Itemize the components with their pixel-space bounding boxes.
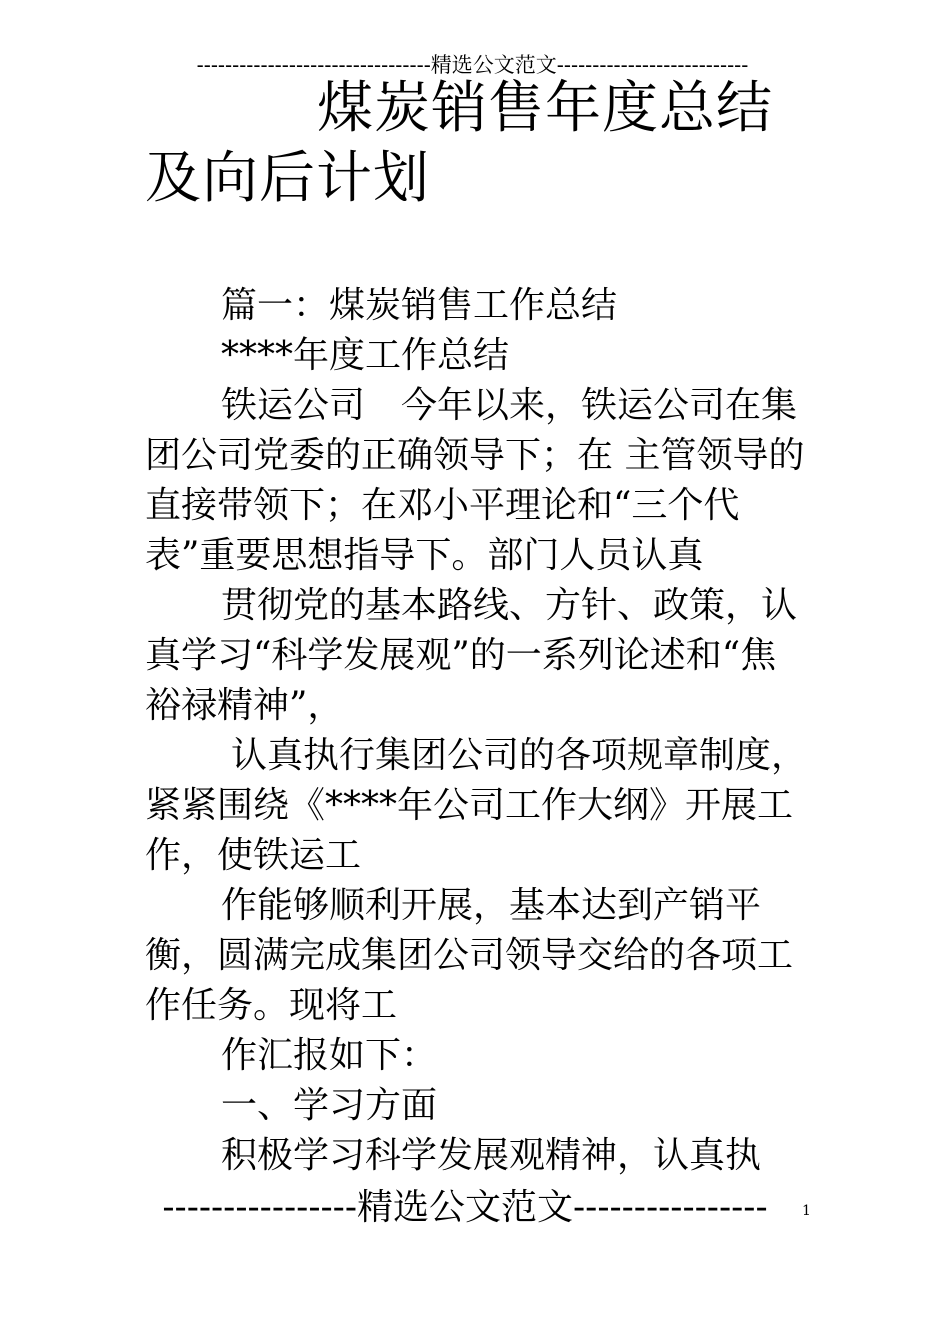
section-heading: 一、学习方面 — [221, 1085, 438, 1126]
page-number: 1 — [802, 1203, 811, 1219]
title-line-1: 煤炭销售年度总结 — [317, 76, 773, 141]
paragraph: 作汇报如下： — [221, 1035, 438, 1076]
page-footer: ----------------精选公文范文---------------- — [162, 1187, 768, 1228]
title-line-2: 及向后计划 — [145, 146, 430, 211]
section-heading: 篇一：煤炭销售工作总结 — [221, 285, 618, 326]
paragraph: 铁运公司 今年以来，铁运公司在集团公司党委的正确领导下；在 主管领导的直接带领下；在邓小平理论和“三个代表”重要思想指导下。部门人员认真 — [145, 385, 805, 576]
paragraph: 积极学习科学发展观精神，认真执 — [221, 1135, 762, 1176]
paragraph: 作能够顺利开展，基本达到产销平衡，圆满完成集团公司领导交给的各项工作任务。现将工 — [145, 885, 794, 1026]
paragraph: 贯彻党的基本路线、方针、政策，认真学习“科学发展观”的一系列论述和“焦裕禄精神”， — [145, 585, 798, 726]
subheading: ****年度工作总结 — [221, 335, 510, 376]
page-header: ---------------------------------精选公文范文--------------------------- — [196, 53, 749, 77]
document-title — [145, 74, 805, 214]
paragraph: 认真执行集团公司的各项规章制度，紧紧围绕《****年公司工作大纲》开展工作，使铁运工 — [145, 735, 808, 876]
document-body — [145, 281, 807, 1181]
